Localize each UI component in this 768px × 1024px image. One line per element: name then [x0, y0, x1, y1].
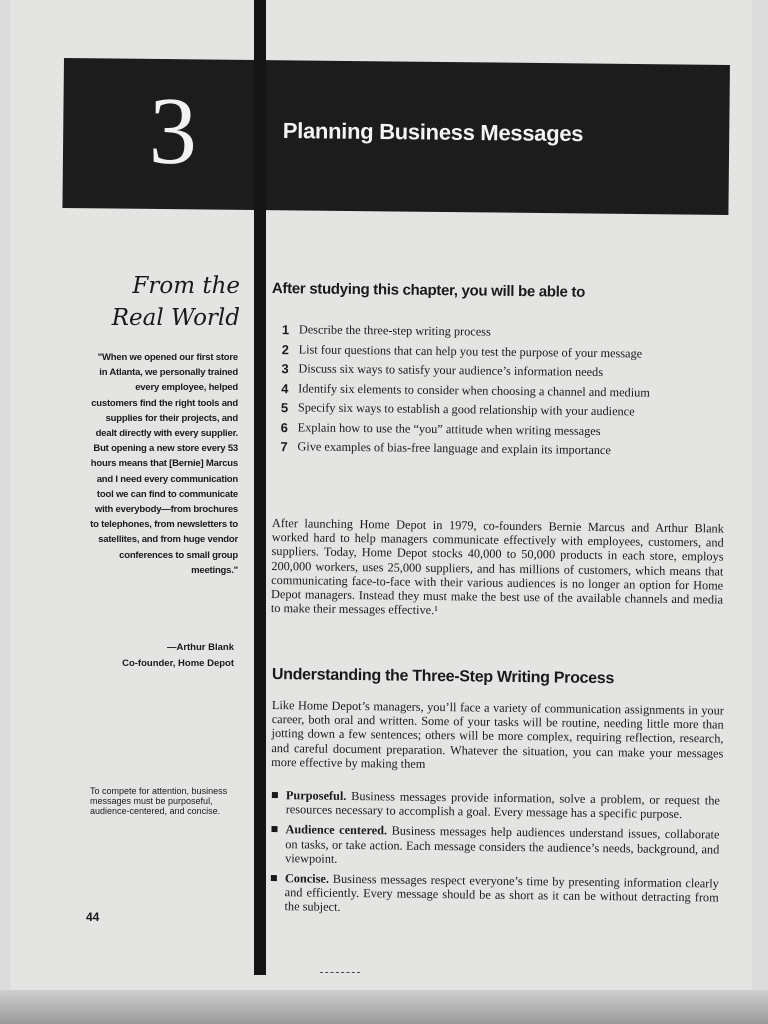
- vertical-rule: [254, 0, 266, 975]
- objectives-list: [270, 320, 724, 462]
- bullet-item: [270, 788, 720, 822]
- bullet-square: [271, 875, 277, 881]
- objective-number: 6: [280, 419, 289, 435]
- heading-line-1: From the: [132, 273, 240, 299]
- from-the-real-world-heading: [100, 270, 240, 334]
- objective-text: Give examples of bias-free language and explain its importance: [297, 439, 611, 458]
- objective-number: 4: [281, 380, 289, 396]
- heading-line-2: Real World: [111, 305, 240, 331]
- bullet-square: [271, 826, 277, 832]
- bullet-text: Business messages help audiences understand issues, collaborate on tasks, or take action. Each message considers the audience’s needs, background, and viewpoint.: [285, 823, 720, 866]
- quote-attribution: [100, 640, 234, 672]
- chapter-number: 3: [148, 76, 198, 185]
- objective-number: 3: [281, 361, 289, 377]
- bullet-square: [272, 792, 278, 798]
- margin-note: To compete for attention, business messages must be purposeful, audience-centered, and concise.: [90, 786, 228, 816]
- objective-text: Explain how to use the “you” attitude when writing messages: [297, 419, 601, 438]
- bullet-term: Purposeful.: [285, 788, 347, 803]
- attribution-name: —Arthur Blank: [166, 642, 234, 653]
- page-edge-shadow: [0, 990, 768, 1024]
- section-heading: Understanding the Three-Step Writing Process: [271, 666, 615, 688]
- bullet-text: Business messages respect everyone’s time by presenting information clearly and efficiently. Every message should be as short as it can be without detracting from the subject.: [284, 871, 719, 915]
- objective-text: Identify six elements to consider when choosing a channel and medium: [298, 380, 650, 400]
- objective-number: 7: [280, 439, 288, 455]
- objective-text: List four questions that can help you test the purpose of your message: [298, 341, 643, 361]
- objective-text: Describe the three-step writing process: [298, 322, 491, 339]
- sidebar-quote: "When we opened our first store in Atlanta, we personally trained every employee, helped customers find the right tools and supplies for their projects, and dealt directly with every supplier. But opening a new store every 53 hours means that [Bernie] Marcus and I need every communication tool we can find to communicate with everybody—from brochures to telephones, from newsletters to satellites, and from huge vendor conferences to small group meetings.": [90, 352, 238, 576]
- objective-number: 1: [281, 322, 290, 338]
- objective-number: 5: [280, 400, 289, 416]
- bullet-item: [269, 822, 719, 870]
- bullet-term: Concise.: [284, 871, 330, 886]
- bullet-item: [268, 871, 718, 919]
- bullet-term: Audience centered.: [285, 822, 388, 838]
- objectives-heading: After studying this chapter, you will be able to: [271, 280, 586, 301]
- page-number: 44: [86, 910, 100, 924]
- bullet-text: Business messages provide information, solve a problem, or request the resources necessary to accomplish a goal. Every message has a specific purpose.: [285, 788, 720, 822]
- attribution-title: Co-founder, Home Depot: [122, 658, 234, 669]
- bullet-list: [268, 788, 720, 925]
- chapter-title: Planning Business Messages: [282, 118, 584, 147]
- section-paragraph: Like Home Depot’s managers, you’ll face a variety of communication assignments in your career, both oral and written. Some of your tasks will be routine, needing little more than jotting down a few sentences; others will be more complex, requiring reflection, research, and careful document preparation. Whatever the situation, you can make your messages more effective by making them: [271, 698, 724, 771]
- objective-text: Specify six ways to establish a good relationship with your audience: [297, 400, 635, 419]
- objective-text: Discuss six ways to satisfy your audience’s information needs: [298, 361, 604, 380]
- objective-number: 2: [281, 341, 289, 357]
- intro-paragraph: After launching Home Depot in 1979, co-founders Bernie Marcus and Arthur Blank worked hard to help managers communicate effectively with employees, customers, and suppliers. Today, Home Depot stocks 40,000 to 50,000 products in each store, employs 200,000 workers, uses 25,000 suppliers, and has millions of customers, which means that communicating face-to-face with their various audiences is no longer an option for Home Depot managers. Instead they must make the best use of the available channels and media to make their messages effective.¹: [270, 516, 724, 618]
- footer-dashes: [320, 972, 360, 973]
